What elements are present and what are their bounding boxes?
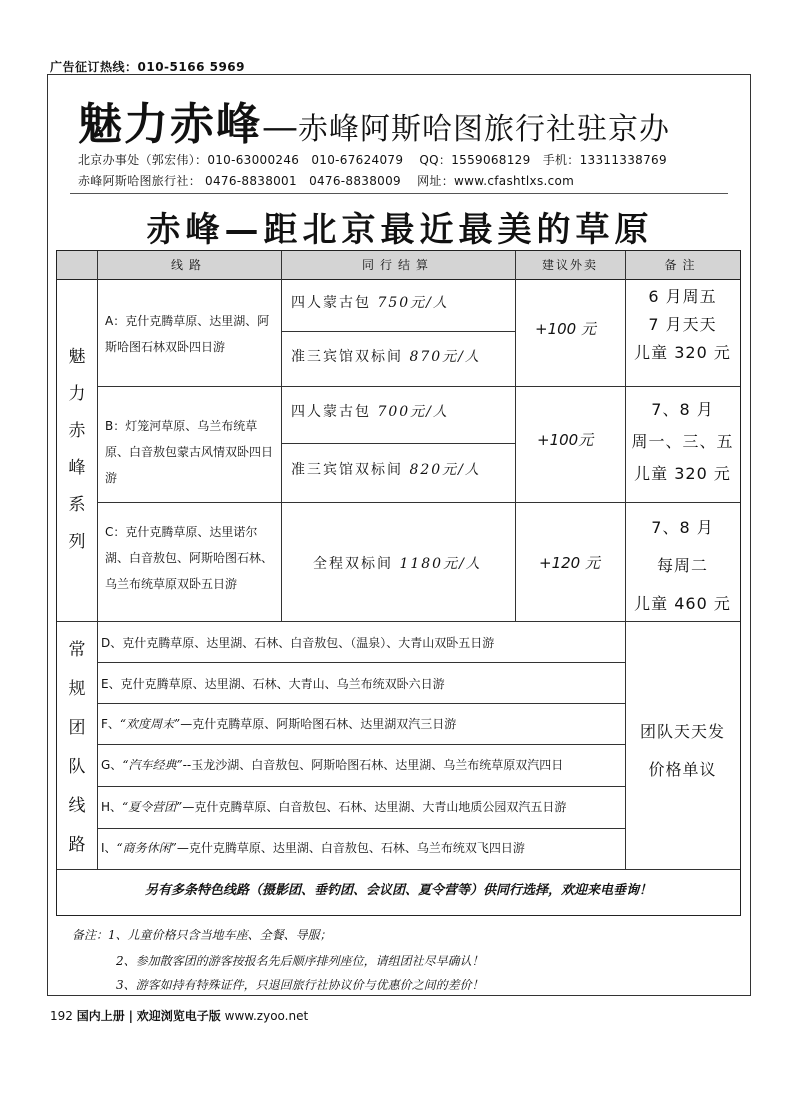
route-a-name: A：克什克腾草原、达里湖、阿斯哈图石林双卧四日游 xyxy=(105,314,270,354)
route-text: —克什克腾草原、达里湖、白音敖包、石林、乌兰布统双飞四日游 xyxy=(176,841,525,855)
route-b-price-1 xyxy=(291,401,449,421)
footer-separator: | xyxy=(128,1009,133,1023)
route-b-price-2 xyxy=(291,459,481,479)
route-table xyxy=(56,250,741,916)
route-a-notes xyxy=(625,283,740,367)
group-char: 路 xyxy=(68,835,86,855)
route-c-price-1 xyxy=(313,553,482,573)
group-title xyxy=(62,631,92,865)
route-b-name: B：灯笼河草原、乌兰布统草原、白音敖包蒙古风情双卧四日游 xyxy=(105,419,274,485)
office-name: 赤峰阿斯哈图旅行社驻京办 xyxy=(298,112,670,147)
route-prefix: H、 xyxy=(101,800,123,814)
route-text: —克什克腾草原、阿斯哈图石林、达里湖双汽三日游 xyxy=(180,717,457,731)
header-divider xyxy=(70,193,728,194)
row-divider xyxy=(57,869,740,870)
special-routes-note: 另有多条特色线路（摄影团、垂钓团、会议团、夏令营等）供同行选择，欢迎来电垂询！ xyxy=(144,883,652,898)
page-footer xyxy=(50,1007,308,1024)
web-label: 网址： xyxy=(417,174,455,188)
remarks-item: 1、儿童价格只含当地车座、全餐、导服； xyxy=(108,928,332,942)
note-line: 团队天天发 xyxy=(639,722,725,741)
note-line: 7、8 月 xyxy=(651,400,714,419)
header-retail: 建议外卖 xyxy=(541,258,598,272)
slogan: 赤峰—距北京最近最美的草原 xyxy=(146,210,654,250)
price-amount: 750元/人 xyxy=(377,295,449,311)
mobile-label: 手机： xyxy=(542,153,580,167)
title-dash: — xyxy=(262,107,298,148)
price-amount: 820元/人 xyxy=(409,462,481,478)
note-line: 6 月周五 xyxy=(648,287,717,306)
header-trade-price: 同行结算 xyxy=(361,258,434,272)
route-b-notes xyxy=(625,394,740,490)
route-text: E、克什克腾草原、达里湖、石林、大青山、乌兰布统双卧六日游 xyxy=(101,677,445,691)
route-quote: “欢度周末” xyxy=(119,717,181,731)
group-char: 常 xyxy=(68,640,86,660)
page-number: 192 xyxy=(50,1009,73,1023)
row-divider xyxy=(97,502,740,503)
price-divider xyxy=(281,443,515,444)
qq-number: 1559068129 xyxy=(451,153,531,167)
col-divider xyxy=(281,251,282,621)
regular-route-i xyxy=(101,839,525,856)
row-divider xyxy=(97,386,740,387)
route-c-notes xyxy=(625,509,740,623)
price-divider xyxy=(281,331,515,332)
price-label: 准三宾馆双标间 xyxy=(291,462,403,478)
route-quote: “商务休闲” xyxy=(116,841,177,855)
regular-route-f xyxy=(101,715,456,732)
note-line: 儿童 320 元 xyxy=(634,343,731,362)
price-label: 全程双标间 xyxy=(313,556,393,572)
office-phone-2: 010-67624079 xyxy=(311,153,404,167)
agency-phone-1: 0476-8838001 xyxy=(205,174,297,188)
price-amount: 1180元/人 xyxy=(399,556,482,572)
remarks-3: 3、游客如持有特殊证件，只退回旅行社协议价与优惠价之间的差价！ xyxy=(116,978,484,992)
price-amount: 700元/人 xyxy=(377,404,449,420)
price-label: 四人蒙古包 xyxy=(291,404,371,420)
remarks-label: 备注： xyxy=(72,928,109,942)
row-divider xyxy=(97,786,625,787)
col-divider xyxy=(515,251,516,621)
price-label: 四人蒙古包 xyxy=(291,295,371,311)
series-char: 列 xyxy=(68,532,86,552)
mobile-number: 13311338769 xyxy=(579,153,667,167)
series-char: 力 xyxy=(68,384,86,404)
note-line: 7 月天天 xyxy=(648,315,717,334)
remarks-1 xyxy=(72,926,332,943)
brand-name: 魅力赤峰 xyxy=(78,99,262,150)
group-char: 团 xyxy=(68,718,86,738)
route-prefix: G、 xyxy=(101,758,123,772)
regular-route-e xyxy=(101,675,445,692)
row-divider xyxy=(97,662,625,663)
contact-line-agency xyxy=(78,172,574,189)
price-amount: 870元/人 xyxy=(409,349,481,365)
row-divider xyxy=(97,744,625,745)
page-title xyxy=(78,88,670,152)
series-char: 峰 xyxy=(68,458,86,478)
series-char: 赤 xyxy=(68,421,86,441)
series-char: 系 xyxy=(68,495,86,515)
route-b-add: +100元 xyxy=(537,431,594,449)
route-prefix: I、 xyxy=(101,841,117,855)
section-name: 国内上册 xyxy=(76,1009,125,1023)
note-line: 周一、三、五 xyxy=(631,432,734,451)
ad-hotline: 广告征订热线：010-5166 5969 xyxy=(50,60,246,74)
route-quote: “汽车经典” xyxy=(122,758,183,772)
table-header xyxy=(57,251,740,280)
route-c-name: C：克什克腾草原、达里诺尔湖、白音敖包、阿斯哈图石林、乌兰布统草原双卧五日游 xyxy=(105,525,274,591)
browse-label: 欢迎浏览电子版 xyxy=(136,1009,221,1023)
group-note xyxy=(625,713,740,789)
note-line: 儿童 460 元 xyxy=(634,594,731,613)
agency-phone-2: 0476-8838009 xyxy=(309,174,401,188)
header-remarks: 备注 xyxy=(664,258,701,272)
note-line: 每周二 xyxy=(656,556,708,575)
col-divider xyxy=(97,251,98,869)
regular-route-d xyxy=(101,634,494,651)
route-quote: “夏令营团” xyxy=(122,800,183,814)
footer-url[interactable]: www.zyoo.net xyxy=(224,1009,309,1023)
group-char: 队 xyxy=(68,757,86,777)
note-line: 7、8 月 xyxy=(651,518,714,537)
route-prefix: F、 xyxy=(101,717,120,731)
series-title xyxy=(62,339,92,561)
regular-route-h xyxy=(101,798,566,815)
agency-label: 赤峰阿斯哈图旅行社： xyxy=(78,174,202,188)
note-line: 价格单议 xyxy=(648,760,717,779)
route-text: D、克什克腾草原、达里湖、石林、白音敖包、（温泉）、大青山双卧五日游 xyxy=(101,636,495,650)
route-a-price-1 xyxy=(291,292,449,312)
route-a-price-2 xyxy=(291,346,481,366)
group-char: 规 xyxy=(68,679,86,699)
route-text: —克什克腾草原、白音敖包、石林、达里湖、大青山地质公园双汽五日游 xyxy=(182,800,567,814)
route-a-add: +100 元 xyxy=(535,320,596,338)
office-label: 北京办事处（郭宏伟）： xyxy=(78,153,208,167)
route-c-add: +120 元 xyxy=(539,554,600,572)
note-line: 儿童 320 元 xyxy=(634,464,731,483)
row-divider xyxy=(97,703,625,704)
remarks-2: 2、参加散客团的游客按报名先后顺序排列座位，请组团社尽早确认！ xyxy=(116,954,484,968)
row-divider xyxy=(97,828,625,829)
series-char: 魅 xyxy=(68,347,86,367)
office-phone-1: 010-63000246 xyxy=(207,153,300,167)
qq-label: QQ： xyxy=(419,153,452,167)
price-label: 准三宾馆双标间 xyxy=(291,349,403,365)
group-char: 线 xyxy=(68,796,86,816)
contact-line-beijing xyxy=(78,151,667,168)
route-text: --玉龙沙湖、白音敖包、阿斯哈图石林、达里湖、乌兰布统草原双汽四日 xyxy=(182,758,564,772)
web-url[interactable]: www.cfashtlxs.com xyxy=(454,174,575,188)
header-route: 线路 xyxy=(170,258,207,272)
regular-route-g xyxy=(101,756,563,773)
